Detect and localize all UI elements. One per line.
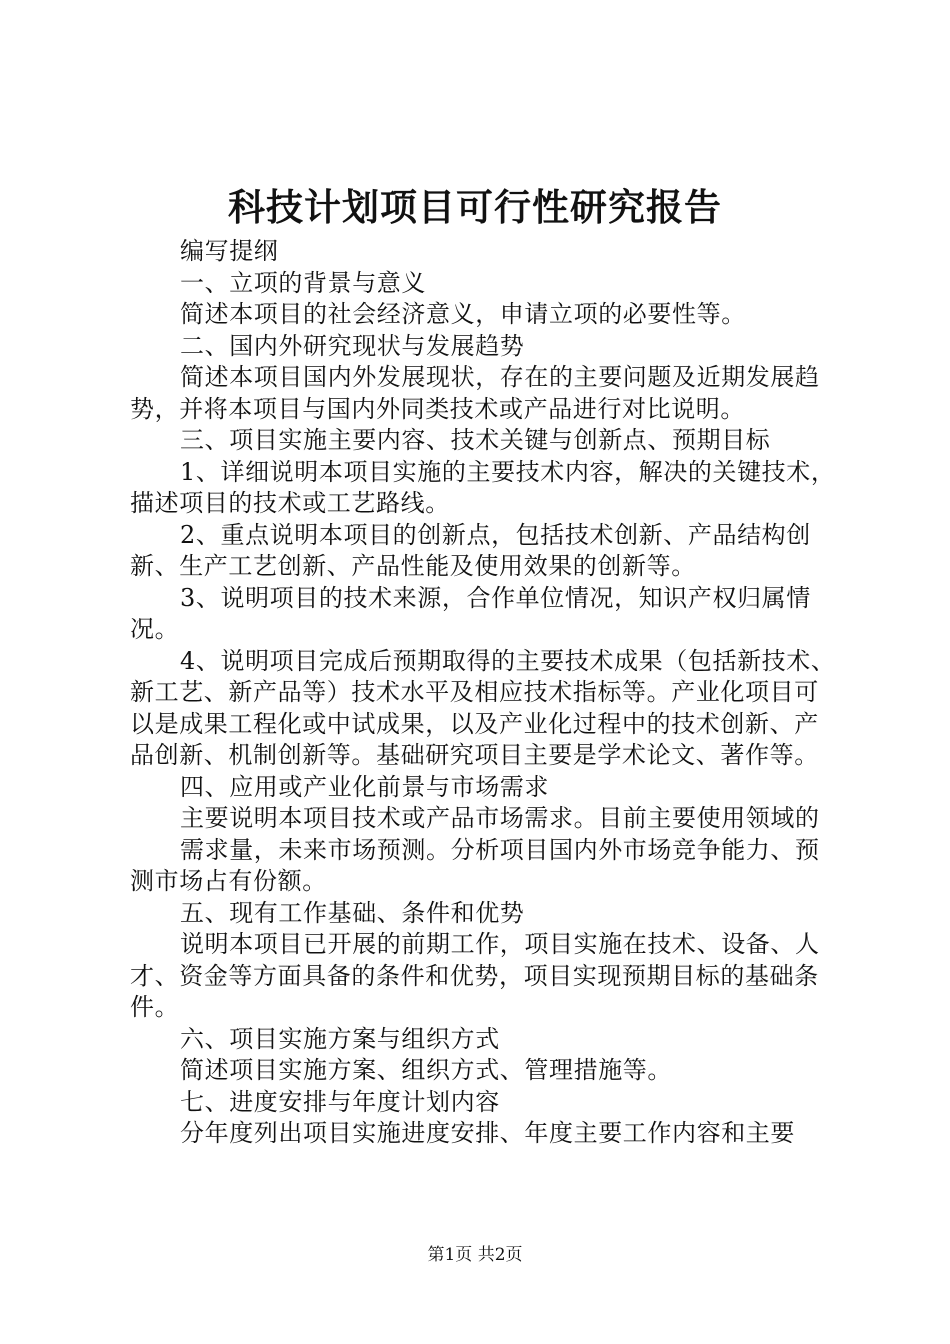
- section-heading-1: 一、立项的背景与意义: [180, 268, 426, 297]
- list-item: 1、详细说明本项目实施的主要技术内容，解决的关键技术，描述项目的技术或工艺路线。: [130, 457, 836, 517]
- document-title: 科技计划项目可行性研究报告: [228, 186, 722, 229]
- section-heading-3: 三、项目实施主要内容、技术关键与创新点、预期目标: [180, 426, 771, 454]
- list-item: 4、说明项目完成后预期取得的主要技术成果（包括新技术、新工艺、新产品等）技术水平及相应技术指标等。产业化项目可以是成果工程化或中试成果，以及产业化过程中的技术创新、产品创新、机制创新等。基础研究项目主要是学术论文、著作等。: [130, 646, 836, 769]
- paragraph: 分年度列出项目实施进度安排、年度主要工作内容和主要: [180, 1119, 795, 1147]
- paragraph: 简述项目实施方案、组织方式、管理措施等。: [180, 1056, 672, 1084]
- paragraph: 主要说明本项目技术或产品市场需求。目前主要使用领域的: [180, 804, 820, 832]
- section-heading-2: 二、国内外研究现状与发展趋势: [180, 331, 525, 360]
- paragraph: 说明本项目已开展的前期工作，项目实施在技术、设备、人才、资金等方面具备的条件和优势，项目实现预期目标的基础条件。: [130, 930, 820, 1021]
- page-footer: 第1页 共2页: [427, 1245, 523, 1265]
- document-body: [130, 236, 840, 1150]
- section-heading-7: 七、进度安排与年度计划内容: [180, 1087, 500, 1116]
- paragraph: 简述本项目国内外发展现状，存在的主要问题及近期发展趋势，并将本项目与国内外同类技术或产品进行对比说明。: [130, 363, 820, 423]
- paragraph: 简述本项目的社会经济意义，申请立项的必要性等。: [180, 300, 746, 328]
- list-item: 3、说明项目的技术来源，合作单位情况，知识产权归属情况。: [130, 583, 811, 643]
- paragraph-outline-heading: 编写提纲: [180, 237, 279, 265]
- section-heading-6: 六、项目实施方案与组织方式: [180, 1024, 500, 1053]
- paragraph: 需求量，未来市场预测。分析项目国内外市场竞争能力、预测市场占有份额。: [130, 835, 820, 895]
- section-heading-4: 四、应用或产业化前景与市场需求: [180, 772, 549, 801]
- list-item: 2、重点说明本项目的创新点，包括技术创新、产品结构创新、生产工艺创新、产品性能及使用效果的创新等。: [130, 520, 811, 580]
- section-heading-5: 五、现有工作基础、条件和优势: [180, 898, 525, 927]
